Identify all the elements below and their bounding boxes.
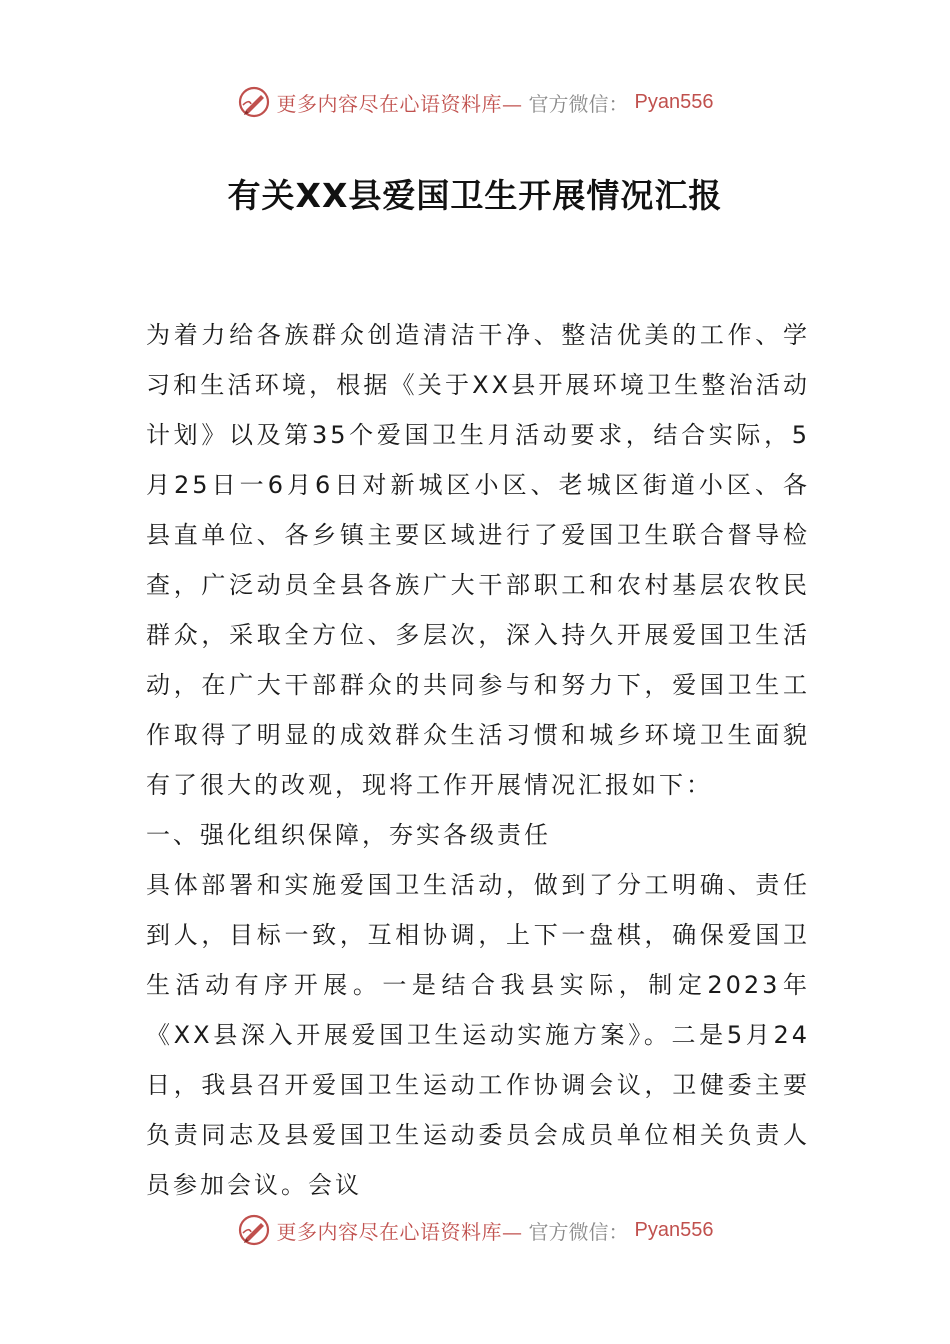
section-heading-1: 一、强化组织保障，夯实各级责任 — [146, 821, 551, 849]
banner-wechat-id: Pyan556 — [634, 90, 714, 113]
header-watermark-banner — [0, 82, 950, 122]
banner-wechat-id: Pyan556 — [634, 1218, 714, 1241]
banner-text: 更多内容尽在心语资料库— — [276, 91, 523, 116]
document-title: 有关XX县爱国卫生开展情况汇报 — [227, 176, 723, 215]
banner-text: 更多内容尽在心语资料库— — [276, 1219, 523, 1244]
body-paragraph-intro: 为着力给各族群众创造清洁干净、整洁优美的工作、学习和生活环境，根据《关于XX县开展环境卫生整治活动计划》以及第35个爱国卫生月活动要求，结合实际，5月25日一6月6日对新城区小区、老城区街道小区、各县直单位、各乡镇主要区域进行了爱国卫生联合督导检查，广泛动员全县各族广大干部职工和农村基层农牧民群众，采取全方位、多层次，深入持久开展爱国卫生活动，在广大干部群众的共同参与和努力下，爱国卫生工作取得了明显的成效群众生活习惯和城乡环境卫生面貌有了很大的改观，现将工作开展情况汇报如下： — [146, 321, 810, 799]
pen-logo-icon — [237, 85, 271, 119]
pen-logo-icon — [237, 1213, 271, 1247]
body-paragraph-section-1: 具体部署和实施爱国卫生活动，做到了分工明确、责任到人，目标一致，互相协调，上下一盘棋，确保爱国卫生活动有序开展。一是结合我县实际，制定2023年《XX县深入开展爱国卫生运动实施方案》。二是5月24日，我县召开爱国卫生运动工作协调会议，卫健委主要负责同志及县爱国卫生运动委员会成员单位相关负责人员参加会议。会议 — [146, 871, 810, 1199]
footer-watermark-banner — [0, 1210, 950, 1250]
banner-wechat-label: 官方微信： — [528, 1219, 629, 1244]
banner-wechat-label: 官方微信： — [528, 91, 629, 116]
document-body — [146, 310, 810, 1210]
